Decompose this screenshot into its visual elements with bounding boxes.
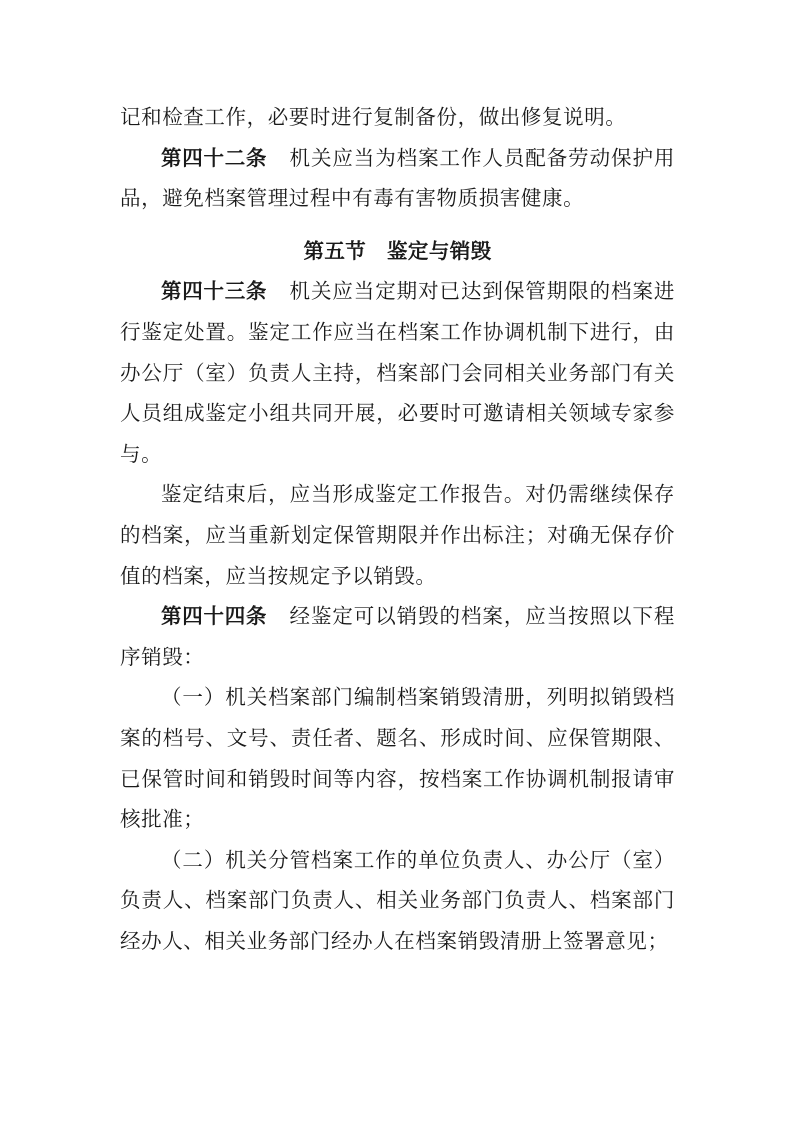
- section-heading: 第五节 鉴定与销毁: [303, 238, 492, 263]
- list-item-2: [120, 840, 675, 962]
- article-43-paragraph-2: [120, 474, 675, 596]
- paragraph-text: 鉴定结束后，应当形成鉴定工作报告。对仍需继续保存的档案，应当重新划定保管期限并作出标注；对确无保存价值的档案，应当按规定予以销毁。: [120, 482, 675, 588]
- document-body: [120, 97, 675, 961]
- article-44: [120, 596, 675, 677]
- list-item-1: [120, 677, 675, 839]
- list-item-text: （一）机关档案部门编制档案销毁清册，列明拟销毁档案的档号、文号、责任者、题名、形成时间、应保管期限、已保管时间和销毁时间等内容，按档案工作协调机制报请审核批准；: [120, 685, 675, 832]
- paragraph-text: 记和检查工作，必要时进行复制备份，做出修复说明。: [120, 105, 627, 129]
- article-label: 第四十三条: [161, 279, 268, 304]
- list-item-text: （二）机关分管档案工作的单位负责人、办公厅（室）负责人、档案部门负责人、相关业务部门负责人、档案部门经办人、相关业务部门经办人在档案销毁清册上签署意见；: [120, 847, 675, 953]
- article-42: [120, 138, 675, 219]
- paragraph-continuation: [120, 97, 675, 138]
- article-text: 机关应当定期对已达到保管期限的档案进行鉴定处置。鉴定工作应当在档案工作协调机制下进行，由办公厅（室）负责人主持，档案部门会同相关业务部门有关人员组成鉴定小组共同开展，必要时可邀请相关领域专家参与。: [120, 279, 675, 466]
- article-text: 经鉴定可以销毁的档案，应当按照以下程序销毁：: [120, 604, 675, 669]
- article-label: 第四十二条: [161, 145, 268, 170]
- article-label: 第四十四条: [161, 604, 268, 629]
- article-43: [120, 271, 675, 474]
- article-text: 机关应当为档案工作人员配备劳动保护用品，避免档案管理过程中有毒有害物质损害健康。: [120, 145, 675, 211]
